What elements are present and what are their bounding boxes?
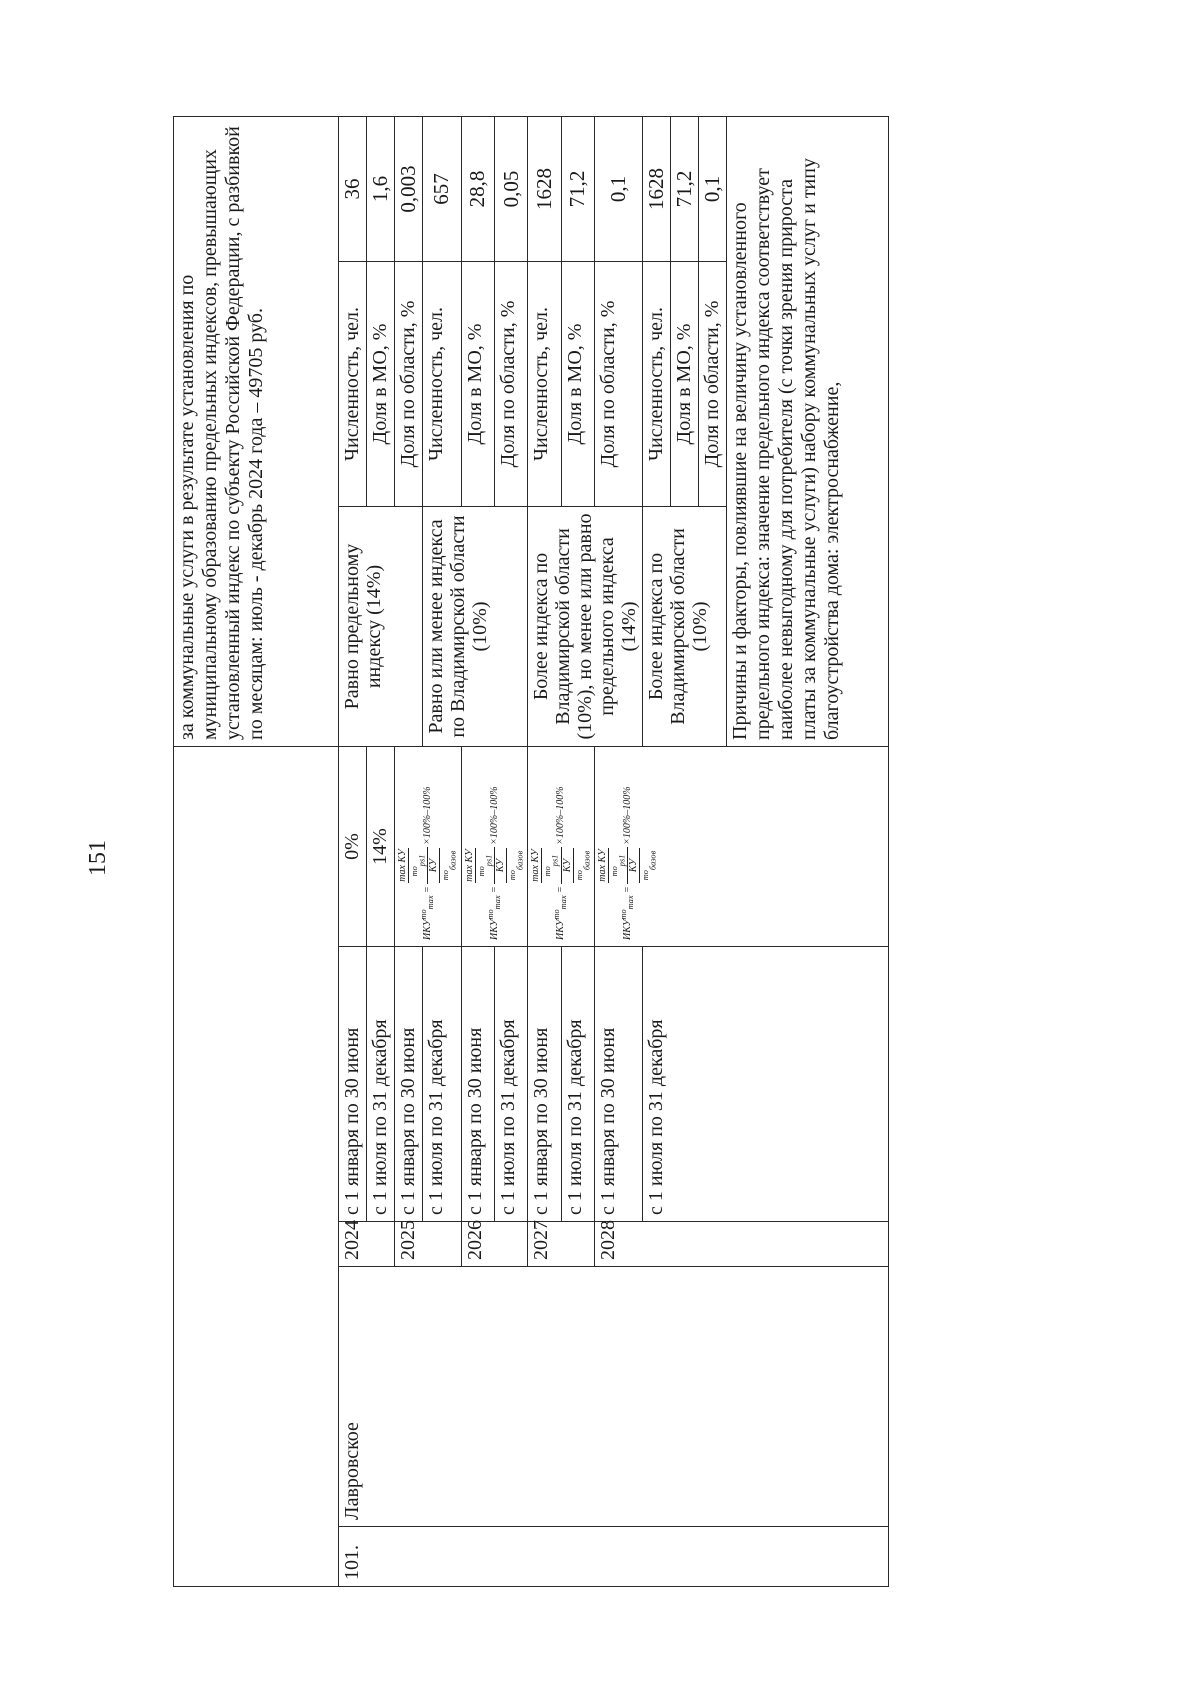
metric-value: 0,1	[594, 117, 642, 262]
period: с 1 января по 30 июня	[528, 947, 561, 1222]
metric-value: 657	[423, 117, 462, 262]
reasons-text: Причины и факторы, повлиявшие на величину установленного предельного индекса: значение предельного индекса соответствует наиболее невыгодному для потребителя (с точки зрения прироста платы за коммунальные услуги) набору коммунальных услуг и типу благоустройства дома: электроснабжение,	[727, 117, 889, 747]
period: с 1 января по 30 июня	[594, 947, 642, 1222]
metric-value: 0,05	[494, 117, 527, 262]
page-number: 151	[85, 840, 111, 876]
year-2026: 2026	[461, 1222, 528, 1267]
empty-cell	[174, 1527, 339, 1587]
metric-value: 1,6	[367, 117, 395, 262]
metric-value: 28,8	[461, 117, 494, 262]
metric-label: Доля в МО, %	[367, 262, 395, 507]
empty-cell	[174, 1222, 339, 1267]
metric-value: 71,2	[671, 117, 699, 262]
index-table	[173, 116, 889, 1587]
index-value: 0%	[339, 747, 367, 947]
period: с 1 июля по 31 декабря	[494, 947, 527, 1222]
period: с 1 января по 30 июня	[395, 947, 423, 1222]
period: с 1 января по 30 июня	[461, 947, 494, 1222]
empty-cell	[174, 747, 339, 947]
metric-label: Доля по области, %	[699, 262, 727, 507]
period: с 1 июля по 31 декабря	[561, 947, 594, 1222]
formula: $ИКУ^{mo}_{max}$ = max КУ $^{mo}_{ps1}$ КУ $^{mo}_{базов}$ ×100%–100%	[596, 786, 658, 940]
formula: $ИКУ^{mo}_{max}$ = max КУ $^{mo}_{ps1}$ КУ $^{mo}_{базов}$ ×100%–100%	[397, 786, 458, 940]
period: с 1 января по 30 июня	[339, 947, 367, 1222]
group-condition: Более индекса по Владимирской области (10%)	[643, 507, 727, 747]
empty-cell	[174, 1267, 339, 1527]
index-formula	[528, 747, 595, 947]
period: с 1 июля по 31 декабря	[643, 947, 889, 1222]
group-condition: Более индекса по Владимирской области (10%), но менее или равно предельного индекса (14%)	[528, 507, 643, 747]
group-condition: Равно предельному индексу (14%)	[339, 507, 423, 747]
period: с 1 июля по 31 декабря	[367, 947, 395, 1222]
metric-label: Доля в МО, %	[561, 262, 594, 507]
metric-value: 1628	[528, 117, 561, 262]
intro-text: за коммунальные услуги в результате установления по муниципальному образованию предельных индексов, превышающих установленный индекс по субъекту Российской Федерации, с разбивкой по месяцам: июль - декабрь 2024 года – 49705 руб.	[174, 117, 339, 747]
metric-label: Доля по области, %	[594, 262, 642, 507]
metric-label: Численность, чел.	[423, 262, 462, 507]
formula: $ИКУ^{mo}_{max}$ = max КУ $^{mo}_{ps1}$ КУ $^{mo}_{базов}$ ×100%–100%	[530, 786, 591, 940]
metric-label: Численность, чел.	[528, 262, 561, 507]
metric-value: 36	[339, 117, 367, 262]
metric-label: Численность, чел.	[339, 262, 367, 507]
empty-cell	[174, 947, 339, 1222]
index-formula	[395, 747, 462, 947]
municipality-name: Лавровское	[339, 1267, 889, 1527]
metric-label: Численность, чел.	[643, 262, 671, 507]
table-row	[339, 117, 367, 1587]
metric-value: 1628	[643, 117, 671, 262]
index-formula	[461, 747, 528, 947]
table-row	[174, 117, 339, 1587]
metric-value: 0,003	[395, 117, 423, 262]
group-condition: Равно или менее индекса по Владимирской области (10%)	[423, 507, 528, 747]
metric-value: 71,2	[561, 117, 594, 262]
year-2027: 2027	[528, 1222, 595, 1267]
metric-label: Доля в МО, %	[461, 262, 494, 507]
year-2025: 2025	[395, 1222, 462, 1267]
period: с 1 июля по 31 декабря	[423, 947, 462, 1222]
metric-label: Доля в МО, %	[671, 262, 699, 507]
rotated-table-sheet	[173, 117, 1117, 1587]
year-2024: 2024	[339, 1222, 395, 1267]
index-value: 14%	[367, 747, 395, 947]
metric-value: 0,1	[699, 117, 727, 262]
row-number: 101.	[339, 1527, 889, 1587]
metric-label: Доля по области, %	[395, 262, 423, 507]
formula: $ИКУ^{mo}_{max}$ = max КУ $^{mo}_{ps1}$ КУ $^{mo}_{базов}$ ×100%–100%	[463, 786, 525, 940]
index-formula	[594, 747, 888, 947]
metric-label: Доля по области, %	[494, 262, 527, 507]
year-2028: 2028	[594, 1222, 888, 1267]
